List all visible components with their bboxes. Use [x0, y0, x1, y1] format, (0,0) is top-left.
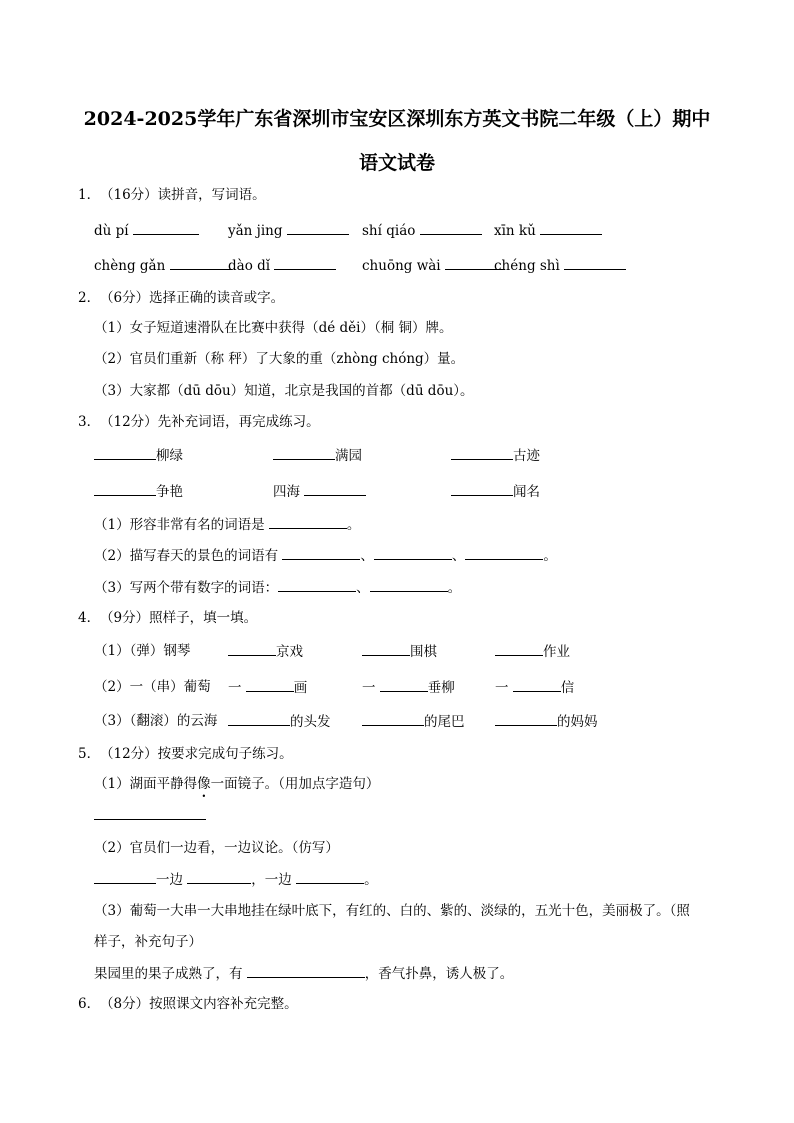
q4-stem: （9分）照样子，填一填。 [100, 610, 258, 626]
q3-sub1: （1）形容非常有名的词语是 。 [94, 517, 361, 533]
q4-item: 一 垂柳 [362, 680, 455, 696]
q2-stem: （6分）选择正确的读音或字。 [100, 290, 285, 306]
q3-sub2: （2）描写春天的景色的词语有 、 、 。 [94, 548, 557, 564]
q4-example: （1）（弹）钢琴 [94, 643, 191, 659]
q3-stem: （12分）先补充词语，再完成练习。 [100, 414, 320, 430]
q5-sub2: （2）官员们一边看，一边议论。（仿写） [94, 840, 339, 856]
q6-number: 6． [78, 996, 101, 1012]
q4-example: （3）（翻滚）的云海 [94, 713, 218, 729]
q1-item: chuōng wài [362, 256, 505, 275]
q5-sub3: （3）葡萄一大串一大串地挂在绿叶底下，有红的、白的、紫的、淡绿的，五光十色，美丽极了。（照 [94, 903, 690, 919]
q2-number: 2． [78, 290, 101, 306]
q3-sub3: （3）写两个带有数字的词语： 、 。 [94, 580, 462, 596]
q3-word: 争艳 [94, 482, 183, 501]
q4-item: 京戏 [228, 642, 303, 661]
exam-title-line1: 2024-2025学年广东省深圳市宝安区深圳东方英文书院二年级（上）期中 [83, 108, 711, 130]
q3-word: 柳绿 [94, 446, 183, 465]
q4-item: 一 画 [228, 680, 308, 696]
exam-title-line2: 语文试卷 [358, 152, 435, 174]
q4-item: 作业 [495, 642, 570, 661]
q6-stem: （8分）按照课文内容补充完整。 [100, 996, 298, 1012]
q5-sub2-fill: 一边 ，一边 。 [94, 870, 378, 889]
q5-stem: （12分）按要求完成句子练习。 [100, 746, 293, 762]
q2-item: （2）官员们重新（称 秤）了大象的重（zhòng chóng）量。 [94, 351, 465, 367]
q3-word: 四海 [273, 482, 366, 501]
q1-number: 1． [78, 187, 101, 203]
q2-item: （1）女子短道速滑队在比赛中获得（dé děi）（桐 铜）牌。 [94, 320, 453, 336]
q4-example: （2）一（串）葡萄 [94, 679, 211, 695]
q1-item: dù pí [94, 221, 199, 240]
q4-item: 的头发 [228, 712, 331, 731]
q3-word: 古迹 [451, 446, 540, 465]
q2-item: （3）大家都（dū dōu）知道，北京是我国的首都（dū dōu）。 [94, 383, 474, 399]
q5-answer-line [94, 806, 206, 825]
q4-number: 4． [78, 610, 101, 626]
q4-item: 的尾巴 [362, 712, 465, 731]
q1-stem: （16分）读拼音，写词语。 [100, 187, 266, 203]
q4-item: 一 信 [495, 680, 575, 696]
q5-sub1: （1）湖面平静得像一面镜子。（用加点字造句） [94, 776, 380, 792]
q5-sub3-cont: 样子，补充句子） [94, 934, 202, 950]
q5-sub3-fill: 果园里的果子成熟了，有 ，香气扑鼻，诱人极了。 [94, 966, 514, 982]
q1-item: dào dǐ [228, 256, 336, 275]
q1-item: xīn kǔ [494, 221, 602, 240]
q1-item: yǎn jing [228, 221, 349, 240]
q3-number: 3． [78, 414, 101, 430]
q1-item: shí qiáo [362, 221, 482, 240]
q3-word: 闻名 [451, 482, 540, 501]
q4-item: 的妈妈 [495, 712, 598, 731]
q1-item: chèng gǎn [94, 256, 232, 275]
q4-item: 围棋 [362, 642, 437, 661]
q5-number: 5． [78, 746, 101, 762]
q3-word: 满园 [273, 446, 362, 465]
q1-item: chéng shì [494, 256, 626, 275]
